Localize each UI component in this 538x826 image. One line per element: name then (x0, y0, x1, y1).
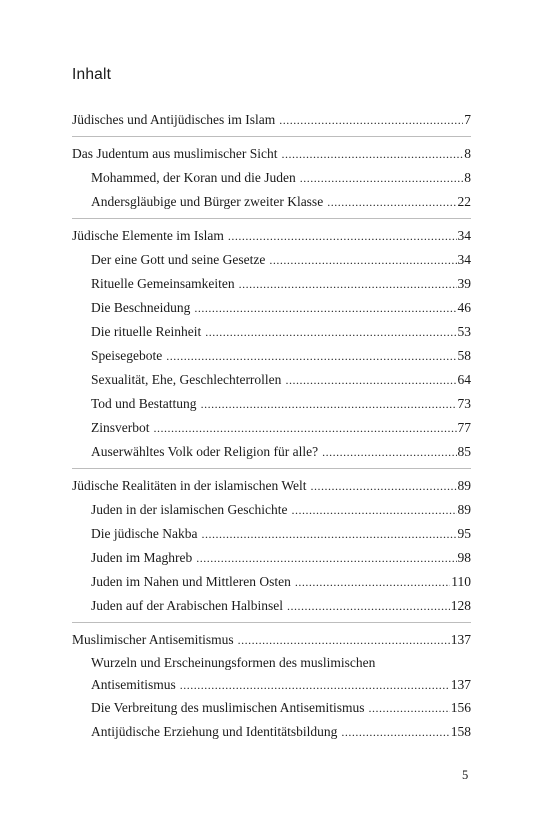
toc-entry-title: Die rituelle Reinheit (91, 324, 202, 339)
toc-entry-page: 34 (457, 252, 471, 267)
section-divider (72, 468, 471, 469)
dot-leader (196, 546, 456, 570)
dot-leader (238, 628, 450, 652)
toc-subentry[interactable] (72, 296, 471, 320)
toc-entry[interactable] (72, 628, 471, 652)
toc-entry[interactable] (72, 108, 471, 132)
section-divider (72, 218, 471, 219)
toc-entry-page: 58 (457, 348, 471, 363)
table-of-contents (72, 108, 471, 744)
toc-entry-page: 8 (464, 146, 471, 161)
toc-entry-title: Sexualität, Ehe, Geschlechterrollen (91, 372, 282, 387)
toc-entry-title: Jüdisches und Antijüdisches im Islam (72, 112, 276, 127)
toc-entry-title: Andersgläubige und Bürger zweiter Klasse (91, 194, 324, 209)
section-divider (72, 622, 471, 623)
toc-entry-title: Die jüdische Nakba (91, 526, 198, 541)
toc-subentry[interactable] (72, 594, 471, 618)
toc-heading: Inhalt (72, 66, 112, 83)
toc-entry-title: Jüdische Realitäten in der islamischen Welt (72, 478, 307, 493)
toc-subentry[interactable] (72, 440, 471, 464)
toc-entry-title: Juden im Nahen und Mittleren Osten (91, 574, 291, 589)
dot-leader (287, 594, 450, 618)
dot-leader (341, 720, 449, 744)
dot-leader (281, 142, 463, 166)
toc-entry-page: 7 (464, 112, 471, 127)
toc-subentry[interactable] (72, 652, 471, 696)
toc-entry-page: 89 (457, 502, 471, 517)
toc-entry[interactable] (72, 224, 471, 248)
toc-subentry[interactable] (72, 570, 471, 594)
dot-leader (180, 674, 450, 696)
toc-entry-title: Jüdische Elemente im Islam (72, 228, 224, 243)
dot-leader (368, 696, 449, 720)
toc-entry-line2 (91, 674, 471, 696)
toc-entry-page: 34 (457, 228, 471, 243)
toc-entry-title: Tod und Bestattung (91, 396, 197, 411)
toc-entry-page: 98 (457, 550, 471, 565)
toc-entry-title: Juden im Maghreb (91, 550, 193, 565)
toc-entry-page: 39 (457, 276, 471, 291)
toc-subentry[interactable] (72, 344, 471, 368)
toc-entry-title: Der eine Gott und seine Gesetze (91, 252, 266, 267)
toc-entry-page: 137 (450, 677, 471, 692)
toc-entry-page: 128 (450, 598, 471, 613)
toc-entry-title: Zinsverbot (91, 420, 150, 435)
toc-entry-title: Mohammed, der Koran und die Juden (91, 170, 296, 185)
dot-leader (269, 248, 456, 272)
toc-subentry[interactable] (72, 320, 471, 344)
toc-subentry[interactable] (72, 546, 471, 570)
toc-entry-title: Die Verbreitung des muslimischen Antisemitismus (91, 700, 365, 715)
dot-leader (239, 272, 457, 296)
dot-leader (205, 320, 456, 344)
toc-entry-page: 95 (457, 526, 471, 541)
dot-leader (166, 344, 456, 368)
toc-entry-title-line2: Antisemitismus (91, 677, 176, 692)
page-number: 5 (462, 768, 469, 782)
toc-subentry[interactable] (72, 498, 471, 522)
toc-subentry[interactable] (72, 696, 471, 720)
dot-leader (295, 570, 450, 594)
toc-entry-title: Die Beschneidung (91, 300, 191, 315)
toc-subentry[interactable] (72, 416, 471, 440)
toc-entry-title-line1: Wurzeln und Erscheinungsformen des muslimischen (91, 655, 376, 670)
toc-entry-page: 85 (457, 444, 471, 459)
toc-entry-title: Das Judentum aus muslimischer Sicht (72, 146, 278, 161)
dot-leader (300, 166, 464, 190)
toc-entry-page: 46 (457, 300, 471, 315)
toc-subentry[interactable] (72, 248, 471, 272)
toc-entry[interactable] (72, 142, 471, 166)
toc-entry-page: 89 (457, 478, 471, 493)
dot-leader (291, 498, 456, 522)
dot-leader (279, 108, 463, 132)
toc-entry-page: 77 (457, 420, 471, 435)
toc-entry-page: 53 (457, 324, 471, 339)
dot-leader (201, 522, 456, 546)
toc-subentry[interactable] (72, 522, 471, 546)
section-divider (72, 136, 471, 137)
toc-subentry[interactable] (72, 272, 471, 296)
toc-entry-page: 110 (451, 574, 471, 589)
dot-leader (310, 474, 456, 498)
toc-entry-title: Speisegebote (91, 348, 163, 363)
toc-entry-page: 156 (450, 700, 471, 715)
toc-entry-page: 8 (464, 170, 471, 185)
toc-entry-page: 137 (450, 632, 471, 647)
toc-entry-title: Auserwähltes Volk oder Religion für alle? (91, 444, 319, 459)
dot-leader (228, 224, 457, 248)
toc-entry-title: Juden in der islamischen Geschichte (91, 502, 288, 517)
toc-subentry[interactable] (72, 166, 471, 190)
toc-subentry[interactable] (72, 392, 471, 416)
dot-leader (285, 368, 456, 392)
toc-subentry[interactable] (72, 368, 471, 392)
dot-leader (154, 416, 457, 440)
toc-entry-title: Rituelle Gemeinsamkeiten (91, 276, 235, 291)
toc-entry-page: 158 (450, 724, 471, 739)
toc-entry-title: Muslimischer Antisemitismus (72, 632, 234, 647)
toc-subentry[interactable] (72, 720, 471, 744)
dot-leader (194, 296, 456, 320)
toc-entry-title: Antijüdische Erziehung und Identitätsbildung (91, 724, 338, 739)
toc-entry-page: 22 (457, 194, 471, 209)
dot-leader (327, 190, 456, 214)
toc-entry-page: 64 (457, 372, 471, 387)
dot-leader (322, 440, 456, 464)
toc-entry-title: Juden auf der Arabischen Halbinsel (91, 598, 283, 613)
toc-subentry[interactable] (72, 190, 471, 214)
toc-entry[interactable] (72, 474, 471, 498)
toc-entry-page: 73 (457, 396, 471, 411)
dot-leader (201, 392, 457, 416)
